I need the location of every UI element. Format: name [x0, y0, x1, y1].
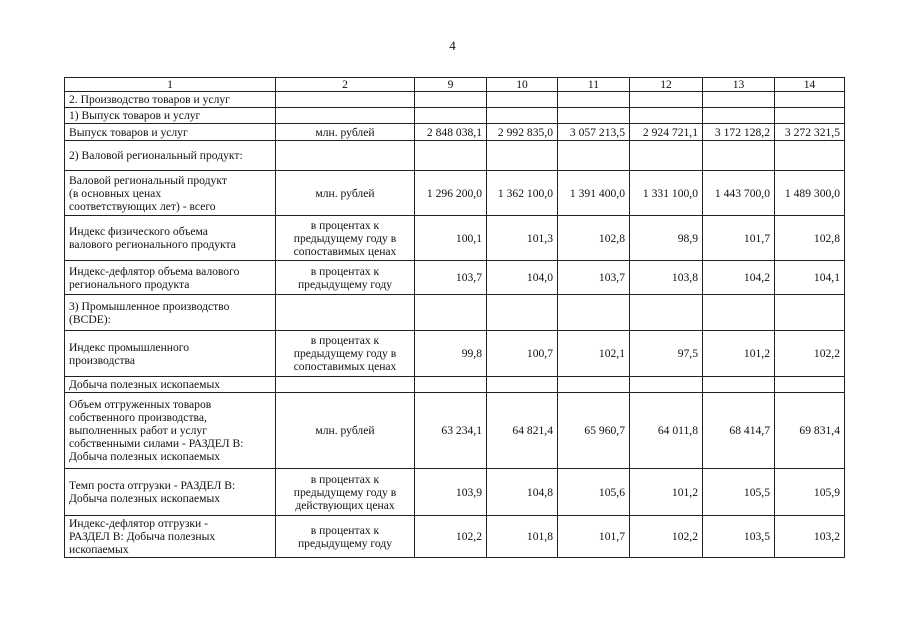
header-cell: 13: [703, 78, 775, 92]
value-cell: 103,9: [415, 469, 487, 516]
value-cell: 97,5: [630, 331, 703, 377]
unit-cell: [276, 141, 415, 171]
unit-cell: [276, 377, 415, 393]
value-cell: 101,7: [558, 516, 630, 558]
value-cell: 100,1: [415, 216, 487, 261]
indicator-name-line: соответствующих лет) - всего: [69, 199, 216, 213]
table-row: [65, 216, 845, 261]
value-cell: 3 172 128,2: [703, 124, 775, 141]
table-row: [65, 92, 845, 108]
value-cell: 1 443 700,0: [703, 171, 775, 216]
indicator-name-line: собственными силами - РАЗДЕЛ В:: [69, 437, 244, 450]
value-cell: [415, 377, 487, 393]
value-cell: [558, 141, 630, 171]
value-cell: [487, 377, 558, 393]
table-row: [65, 295, 845, 331]
unit-line: сопоставимых ценах: [293, 360, 397, 373]
indicator-name-line: Индекс промышленного: [69, 340, 190, 354]
value-cell: [703, 377, 775, 393]
value-cell: 69 831,4: [775, 393, 845, 469]
value-cell: 104,8: [487, 469, 558, 516]
indicator-name-line: 1) Выпуск товаров и услуг: [69, 109, 201, 122]
value-cell: 102,2: [775, 331, 845, 377]
unit-cell: [276, 295, 415, 331]
value-cell: [415, 92, 487, 108]
indicator-name-line: Темп роста отгрузки - РАЗДЕЛ В:: [69, 479, 236, 492]
indicator-name-cell: [65, 516, 276, 558]
unit-cell: [276, 469, 415, 516]
unit-line: в процентах к: [310, 264, 380, 278]
unit-line: предыдущему году в: [293, 231, 397, 245]
value-cell: [703, 108, 775, 124]
unit-line: в процентах к: [310, 334, 380, 347]
value-cell: [703, 141, 775, 171]
value-cell: 1 489 300,0: [775, 171, 845, 216]
header-cell: 2: [276, 78, 415, 92]
value-cell: [487, 108, 558, 124]
unit-cell: [276, 92, 415, 108]
indicator-name-line: 2) Валовой региональный продукт:: [69, 149, 243, 162]
indicator-name-line: РАЗДЕЛ В: Добыча полезных: [69, 530, 216, 543]
value-cell: [630, 141, 703, 171]
table-row: [65, 171, 845, 216]
table-row: [65, 124, 845, 141]
value-cell: 63 234,1: [415, 393, 487, 469]
header-cell: 11: [558, 78, 630, 92]
value-cell: 1 296 200,0: [415, 171, 487, 216]
value-cell: [775, 141, 845, 171]
indicator-name-line: регионального продукта: [69, 277, 190, 291]
indicator-name-line: Индекс-дефлятор объема валового: [69, 264, 240, 278]
table-row: [65, 261, 845, 295]
indicator-name-cell: [65, 124, 276, 141]
value-cell: [415, 108, 487, 124]
indicator-name-cell: [65, 393, 276, 469]
unit-cell: [276, 108, 415, 124]
value-cell: 2 992 835,0: [487, 124, 558, 141]
value-cell: 103,5: [703, 516, 775, 558]
value-cell: 68 414,7: [703, 393, 775, 469]
value-cell: 101,2: [703, 331, 775, 377]
unit-line: действующих ценах: [295, 498, 395, 512]
value-cell: 101,8: [487, 516, 558, 558]
value-cell: 105,5: [703, 469, 775, 516]
value-cell: 101,7: [703, 216, 775, 261]
value-cell: [415, 295, 487, 331]
value-cell: 102,8: [558, 216, 630, 261]
header-row: [65, 78, 845, 92]
indicator-name-cell: [65, 261, 276, 295]
indicator-name-line: валового регионального продукта: [69, 238, 236, 251]
header-cell: 12: [630, 78, 703, 92]
unit-cell: [276, 171, 415, 216]
unit-cell: [276, 393, 415, 469]
value-cell: 104,2: [703, 261, 775, 295]
indicator-name-cell: [65, 331, 276, 377]
indicator-name-line: собственного производства,: [69, 411, 207, 424]
page-number: 4: [449, 38, 456, 53]
unit-line: в процентах к: [310, 472, 380, 486]
value-cell: 103,2: [775, 516, 845, 558]
table-row: [65, 108, 845, 124]
table-row: [65, 377, 845, 393]
value-cell: 65 960,7: [558, 393, 630, 469]
value-cell: 102,2: [630, 516, 703, 558]
unit-cell: [276, 331, 415, 377]
indicator-name-line: Индекс физического объема: [69, 225, 208, 238]
value-cell: [630, 92, 703, 108]
unit-cell: [276, 261, 415, 295]
value-cell: [487, 295, 558, 331]
indicator-name-cell: [65, 377, 276, 393]
value-cell: 103,7: [558, 261, 630, 295]
table-row: [65, 393, 845, 469]
unit-line: предыдущему году: [297, 277, 393, 291]
indicator-name-line: (BCDE):: [69, 312, 111, 326]
indicator-name-cell: [65, 171, 276, 216]
value-cell: [487, 92, 558, 108]
value-cell: 101,2: [630, 469, 703, 516]
unit-line: млн. рублей: [315, 424, 375, 437]
value-cell: [775, 295, 845, 331]
indicator-name-cell: [65, 469, 276, 516]
value-cell: [630, 295, 703, 331]
indicator-name-line: выполненных работ и услуг: [69, 424, 207, 437]
indicator-name-line: (в основных ценах: [69, 186, 162, 200]
header-cell: 9: [415, 78, 487, 92]
value-cell: [558, 377, 630, 393]
value-cell: 104,1: [775, 261, 845, 295]
value-cell: 104,0: [487, 261, 558, 295]
unit-line: млн. рублей: [315, 125, 375, 139]
value-cell: [558, 108, 630, 124]
value-cell: [703, 295, 775, 331]
value-cell: [703, 92, 775, 108]
unit-cell: [276, 124, 415, 141]
unit-line: в процентах к: [310, 523, 380, 537]
value-cell: 2 848 038,1: [415, 124, 487, 141]
value-cell: [775, 92, 845, 108]
header-cell: 1: [65, 78, 276, 92]
indicator-name-line: Валовой региональный продукт: [69, 173, 227, 187]
value-cell: 105,9: [775, 469, 845, 516]
value-cell: 100,7: [487, 331, 558, 377]
value-cell: 1 362 100,0: [487, 171, 558, 216]
indicator-name-line: 3) Промышленное производство: [69, 299, 230, 313]
value-cell: [630, 377, 703, 393]
value-cell: 102,2: [415, 516, 487, 558]
header-cell: 14: [775, 78, 845, 92]
unit-line: предыдущему году: [297, 536, 393, 550]
unit-line: сопоставимых ценах: [293, 244, 397, 258]
unit-cell: [276, 516, 415, 558]
value-cell: 102,1: [558, 331, 630, 377]
indicator-name-cell: [65, 108, 276, 124]
unit-line: предыдущему году в: [293, 347, 397, 360]
indicator-name-cell: [65, 295, 276, 331]
indicator-name-line: Объем отгруженных товаров: [69, 398, 212, 411]
value-cell: 103,8: [630, 261, 703, 295]
indicator-name-line: 2. Производство товаров и услуг: [69, 93, 230, 106]
unit-line: в процентах к: [310, 218, 380, 232]
indicator-name-line: Выпуск товаров и услуг: [69, 125, 188, 139]
value-cell: 105,6: [558, 469, 630, 516]
indicator-name-line: Индекс-дефлятор отгрузки -: [69, 517, 208, 530]
value-cell: [630, 108, 703, 124]
value-cell: 99,8: [415, 331, 487, 377]
value-cell: [775, 108, 845, 124]
indicator-name-cell: [65, 92, 276, 108]
indicator-name-line: Добыча полезных ископаемых: [69, 450, 221, 463]
value-cell: [558, 295, 630, 331]
value-cell: 3 272 321,5: [775, 124, 845, 141]
value-cell: [487, 141, 558, 171]
indicator-name-cell: [65, 216, 276, 261]
indicator-name-line: ископаемых: [69, 543, 129, 556]
value-cell: 1 391 400,0: [558, 171, 630, 216]
value-cell: [415, 141, 487, 171]
unit-line: млн. рублей: [315, 186, 375, 200]
value-cell: 3 057 213,5: [558, 124, 630, 141]
value-cell: [775, 377, 845, 393]
value-cell: 1 331 100,0: [630, 171, 703, 216]
value-cell: 101,3: [487, 216, 558, 261]
value-cell: [558, 92, 630, 108]
value-cell: 103,7: [415, 261, 487, 295]
table-row: [65, 141, 845, 171]
table-row: [65, 331, 845, 377]
table-row: [65, 469, 845, 516]
value-cell: 64 011,8: [630, 393, 703, 469]
unit-cell: [276, 216, 415, 261]
value-cell: 98,9: [630, 216, 703, 261]
value-cell: 102,8: [775, 216, 845, 261]
value-cell: 2 924 721,1: [630, 124, 703, 141]
value-cell: 64 821,4: [487, 393, 558, 469]
table-row: [65, 516, 845, 558]
table-body: [65, 78, 845, 558]
indicator-name-line: Добыча полезных ископаемых: [69, 378, 221, 391]
unit-line: предыдущему году в: [293, 485, 397, 499]
indicator-name-cell: [65, 141, 276, 171]
header-cell: 10: [487, 78, 558, 92]
statistics-table: [64, 77, 845, 558]
indicator-name-line: Добыча полезных ископаемых: [69, 492, 221, 505]
indicator-name-line: производства: [69, 353, 136, 367]
